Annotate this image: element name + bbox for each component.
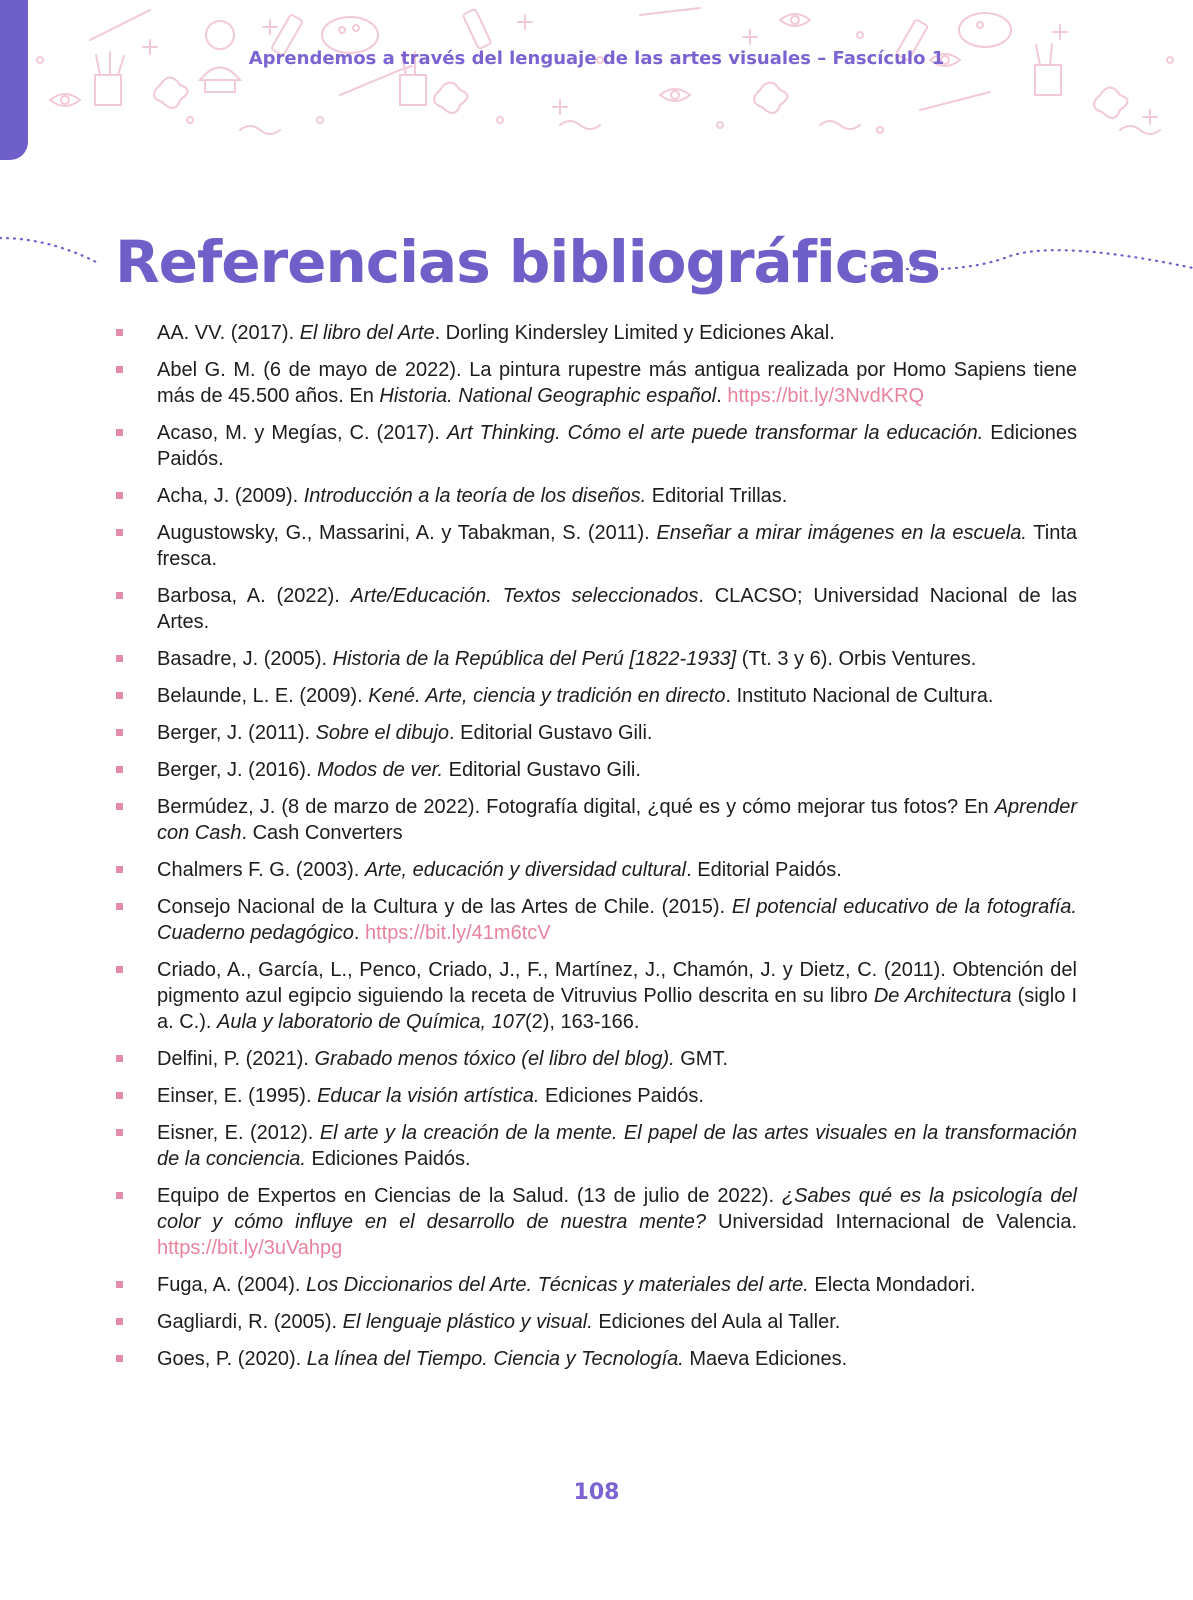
bullet-square-icon — [116, 729, 123, 736]
page-number: 108 — [573, 1480, 620, 1505]
reference-text: Augustowsky, G., Massarini, A. y Tabakman, S. (2011). — [157, 522, 657, 544]
paint-tube-icon — [463, 9, 492, 49]
reference-text: Chalmers F. G. (2003). — [157, 859, 365, 881]
sparkle-icon — [553, 100, 567, 114]
reference-text: Electa Mondadori. — [808, 1274, 976, 1296]
reference-text: Acaso, M. y Megías, C. (2017). — [157, 422, 447, 444]
side-tab — [0, 0, 28, 160]
reference-text: . Instituto Nacional de Cultura. — [725, 685, 994, 707]
reference-title: Arte, educación y diversidad cultural — [364, 859, 687, 881]
reference-title: Art Thinking. Cómo el arte puede transformar la educación. — [446, 422, 984, 444]
reference-text: Editorial Trillas. — [646, 485, 788, 507]
bullet-square-icon — [116, 903, 123, 910]
reference-text: (Tt. 3 y 6). Orbis Ventures. — [736, 648, 977, 670]
reference-item — [112, 1083, 1077, 1109]
header-band — [0, 0, 1193, 160]
reference-title: Modos de ver. — [317, 759, 444, 781]
reference-title: El arte y la creación de la mente. El papel de las artes visuales en la transformación de la conciencia. — [157, 1122, 1077, 1170]
reference-text: AA. VV. (2017). — [157, 322, 300, 344]
paint-splash-icon — [1094, 88, 1128, 119]
brush-icon — [340, 66, 412, 95]
reference-text: Fuga, A. (2004). — [157, 1274, 306, 1296]
reference-text: Berger, J. (2011). — [157, 722, 316, 744]
reference-item — [112, 957, 1077, 1035]
reference-item — [112, 583, 1077, 635]
reference-text: Eisner, E. (2012). — [157, 1122, 320, 1144]
bullet-square-icon — [116, 766, 123, 773]
reference-title: Arte/Educación. Textos seleccionados — [350, 585, 699, 607]
reference-item — [112, 1309, 1077, 1335]
reference-title: Enseñar a mirar imágenes en la escuela. — [656, 522, 1027, 544]
paint-splash-icon — [154, 78, 188, 109]
reference-text: Ediciones Paidós. — [539, 1085, 704, 1107]
reference-item — [112, 320, 1077, 346]
reference-title: Kené. Arte, ciencia y tradición en directo — [368, 685, 726, 707]
bullet-square-icon — [116, 966, 123, 973]
reference-text: Editorial Gustavo Gili. — [443, 759, 641, 781]
reference-title: Aula y laboratorio de Química, 107 — [217, 1011, 525, 1033]
sparkle-icon — [743, 30, 757, 44]
reference-text: Delfini, P. (2021). — [157, 1048, 315, 1070]
reference-text: Ediciones Paidós. — [305, 1148, 471, 1170]
reference-text: . — [353, 922, 365, 944]
reference-title: Aprender con Cash — [157, 796, 1077, 844]
reference-text: Bermúdez, J. (8 de marzo de 2022). Fotografía digital, ¿qué es y cómo mejorar tus fotos? En — [157, 796, 995, 818]
bullet-square-icon — [116, 1192, 123, 1199]
bullet-square-icon — [116, 1092, 123, 1099]
reference-text: Barbosa, A. (2022). — [157, 585, 351, 607]
bullet-square-icon — [116, 1355, 123, 1362]
reference-text: Goes, P. (2020). — [157, 1348, 307, 1370]
reference-item — [112, 483, 1077, 509]
reference-text: Maeva Ediciones. — [683, 1348, 848, 1370]
reference-title: El potencial educativo de la fotografía. Cuaderno pedagógico — [157, 896, 1077, 944]
reference-title: Grabado menos tóxico (el libro del blog). — [314, 1048, 675, 1070]
reference-text: Tinta fresca. — [157, 522, 1077, 570]
sparkle-icon — [1143, 110, 1157, 124]
bullet-square-icon — [116, 429, 123, 436]
reference-link[interactable]: https://bit.ly/3NvdKRQ — [727, 385, 925, 407]
header-title: Aprendemos a través del lenguaje de las artes visuales – Fascículo 1 — [248, 48, 945, 69]
reference-item — [112, 520, 1077, 572]
reference-text: Abel G. M. (6 de mayo de 2022). La pintura rupestre más antigua realizada por Homo Sapiens tiene más de 45.500 años. En — [157, 359, 1077, 407]
reference-text: . Cash Converters — [241, 822, 403, 844]
bullet-square-icon — [116, 366, 123, 373]
bullet-square-icon — [116, 803, 123, 810]
title-row — [0, 220, 1193, 300]
reference-text: Ediciones del Aula al Taller. — [592, 1311, 841, 1333]
reference-text: Acha, J. (2009). — [157, 485, 304, 507]
reference-text: (siglo I a. C.). — [157, 985, 1077, 1033]
reference-item — [112, 1346, 1077, 1372]
paint-splash-icon — [434, 83, 468, 114]
reference-title: La línea del Tiempo. Ciencia y Tecnología. — [306, 1348, 684, 1370]
brush-icon — [90, 10, 150, 40]
reference-title: El lenguaje plástico y visual. — [342, 1311, 593, 1333]
reference-item — [112, 646, 1077, 672]
page-title: Referencias bibliográficas — [115, 228, 940, 296]
reference-text: (2), 163-166. — [524, 1011, 640, 1033]
reference-item — [112, 757, 1077, 783]
palette-icon — [959, 13, 1011, 47]
reference-item — [112, 1272, 1077, 1298]
reference-item — [112, 420, 1077, 472]
reference-title: ¿Sabes qué es la psicología del color y cómo influye en el desarrollo de nuestra mente? — [157, 1185, 1078, 1233]
sparkle-icon — [518, 15, 532, 29]
reference-text: Consejo Nacional de la Cultura y de las Artes de Chile. (2015). — [157, 896, 732, 918]
reference-text: Universidad Internacional de Valencia. — [706, 1211, 1077, 1233]
reference-item — [112, 857, 1077, 883]
reference-text: . Editorial Gustavo Gili. — [449, 722, 653, 744]
bullet-square-icon — [116, 1281, 123, 1288]
reference-item — [112, 720, 1077, 746]
sparkle-icon — [1053, 25, 1067, 39]
reference-text: Gagliardi, R. (2005). — [157, 1311, 343, 1333]
reference-item — [112, 683, 1077, 709]
bullet-square-icon — [116, 1318, 123, 1325]
reference-title: Los Diccionarios del Arte. Técnicas y materiales del arte. — [305, 1274, 809, 1296]
reference-text: Berger, J. (2016). — [157, 759, 318, 781]
reference-text: Einser, E. (1995). — [157, 1085, 318, 1107]
reference-text: . — [716, 385, 728, 407]
reference-title: Historia. National Geographic español — [379, 385, 717, 407]
reference-item — [112, 357, 1077, 409]
reference-text: . Editorial Paidós. — [686, 859, 842, 881]
paint-splash-icon — [754, 83, 788, 114]
reference-item — [112, 794, 1077, 846]
reference-title: El libro del Arte — [299, 322, 435, 344]
eye-icon — [660, 89, 690, 101]
bullet-square-icon — [116, 492, 123, 499]
reference-item — [112, 1046, 1077, 1072]
reference-text: Basadre, J. (2005). — [157, 648, 333, 670]
bullet-square-icon — [116, 692, 123, 699]
bullet-square-icon — [116, 866, 123, 873]
reference-item — [112, 1183, 1077, 1261]
reference-text: Criado, A., García, L., Penco, Criado, J., F., Martínez, J., Chamón, J. y Dietz, C. (2011). Obtención del pigmento azul egipcio siguiendo la receta de Vitruvius Pollio descrita en su libro — [157, 959, 1077, 1007]
reference-list — [112, 320, 1077, 1383]
reference-item — [112, 894, 1077, 946]
reference-title: De Architectura — [873, 985, 1012, 1007]
brush-icon — [920, 92, 990, 110]
bullet-square-icon — [116, 329, 123, 336]
art-doodle-pattern — [0, 0, 1193, 160]
brush-icon — [640, 8, 700, 15]
reference-title: Sobre el dibujo — [315, 722, 450, 744]
reference-title: Historia de la República del Perú [1822-1933] — [332, 648, 737, 670]
reference-link[interactable]: https://bit.ly/41m6tcV — [364, 922, 551, 944]
reference-title: Introducción a la teoría de los diseños. — [303, 485, 647, 507]
bullet-square-icon — [116, 1129, 123, 1136]
bullet-square-icon — [116, 592, 123, 599]
reference-text: . CLACSO; Universidad Nacional de las Artes. — [157, 585, 1077, 633]
eye-icon — [780, 14, 810, 26]
eye-icon — [50, 94, 80, 106]
reference-text: Equipo de Expertos en Ciencias de la Salud. (13 de julio de 2022). — [157, 1185, 782, 1207]
reference-link[interactable]: https://bit.ly/3uVahpg — [157, 1237, 343, 1259]
reference-text: . Dorling Kindersley Limited y Ediciones Akal. — [434, 322, 835, 344]
bullet-square-icon — [116, 529, 123, 536]
reference-text: Ediciones Paidós. — [157, 422, 1077, 470]
bullet-square-icon — [116, 655, 123, 662]
sparkle-icon — [263, 20, 277, 34]
bullet-square-icon — [116, 1055, 123, 1062]
reference-title: Educar la visión artística. — [317, 1085, 540, 1107]
reference-item — [112, 1120, 1077, 1172]
reference-text: Belaunde, L. E. (2009). — [157, 685, 369, 707]
reference-text: GMT. — [674, 1048, 729, 1070]
